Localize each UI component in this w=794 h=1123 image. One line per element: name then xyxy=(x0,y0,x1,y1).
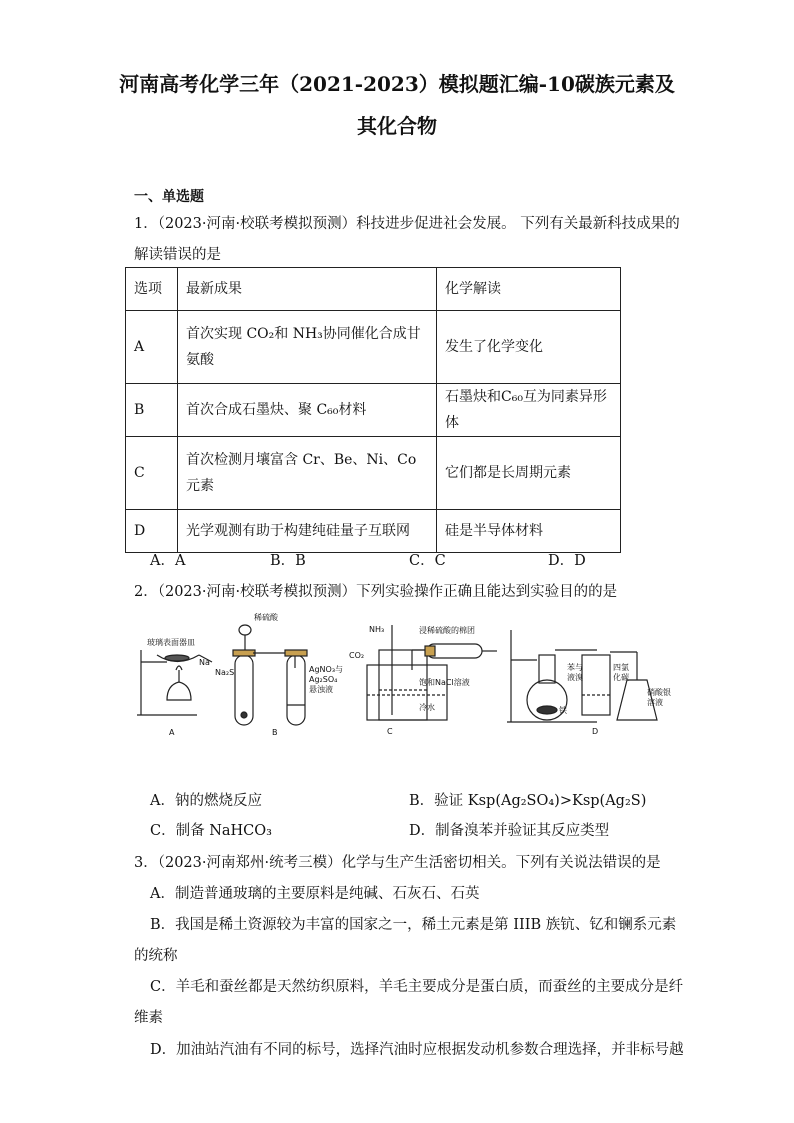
fig-label: 铁 xyxy=(559,706,567,715)
fig-label: 化碳 xyxy=(613,673,629,682)
fig-label: NH₃ xyxy=(369,625,385,634)
fig-label: 玻璃表面器皿 xyxy=(147,638,195,647)
table-cell-result: 光学观测有助于构建纯硅量子互联网 xyxy=(178,510,437,553)
fig-label: 饱和NaCl溶液 xyxy=(419,678,470,687)
q3-line: 维素 xyxy=(134,1010,163,1026)
table-cell-result: 首次合成石墨炔、聚 C₆₀材料 xyxy=(178,384,437,437)
table-cell-result: 首次实现 CO₂和 NH₃协同催化合成甘氨酸 xyxy=(178,311,437,384)
fig-label: 苯与 xyxy=(567,663,583,672)
q2-stem: 2．（2023·河南·校联考模拟预测）下列实验操作正确且能达到实验目的的是 xyxy=(134,584,618,600)
table-cell-note: 发生了化学变化 xyxy=(437,311,621,384)
q1-stem-line2: 解读错误的是 xyxy=(134,247,221,263)
header-cell: 选项 xyxy=(126,268,178,311)
fig-label: Ag₂SO₄ xyxy=(309,675,338,684)
q3-line: B．我国是稀土资源较为丰富的国家之一，稀土元素是第 IIIB 族钪、钇和镧系元素 xyxy=(150,917,677,933)
fig-label: 冷水 xyxy=(419,703,435,712)
fig-label: 溶液 xyxy=(647,698,663,707)
fig-label: AgNO₃与 xyxy=(309,665,344,674)
fig-label: CO₂ xyxy=(349,651,365,660)
q1-option-a[interactable]: A．A xyxy=(150,553,186,569)
fig-tag-a: A xyxy=(169,728,175,737)
q1-table xyxy=(125,267,621,553)
q2-option-a[interactable]: A．钠的燃烧反应 xyxy=(150,793,262,809)
q2-option-b[interactable]: B．验证 Ksp(Ag₂SO₄)>Ksp(Ag₂S) xyxy=(409,793,647,809)
table-cell-result: 首次检测月壤富含 Cr、Be、Ni、Co 元素 xyxy=(178,437,437,510)
q3-line: A．制造普通玻璃的主要原料是纯碱、石灰石、石英 xyxy=(150,886,480,902)
table-cell-option: C xyxy=(126,437,178,510)
fig-label: 悬浊液 xyxy=(309,685,333,694)
q2-option-c[interactable]: C．制备 NaHCO₃ xyxy=(150,823,272,839)
table-cell-option: D xyxy=(126,510,178,553)
q3-line: D．加油站汽油有不同的标号，选择汽油时应根据发动机参数合理选择，并非标号越 xyxy=(150,1042,684,1058)
fig-label: 四氯 xyxy=(613,663,629,672)
table-row xyxy=(126,384,621,437)
fig-label: Na xyxy=(199,658,210,667)
fig-tag-d: D xyxy=(592,727,599,736)
q1-option-b[interactable]: B．B xyxy=(270,553,306,569)
q3-stem: 3．（2023·河南郑州·统考三模）化学与生产生活密切相关。下列有关说法错误的是 xyxy=(134,855,661,871)
q3-line: C．羊毛和蚕丝都是天然纺织原料，羊毛主要成分是蛋白质，而蚕丝的主要成分是纤 xyxy=(150,979,684,995)
q3-line: 的统称 xyxy=(134,948,178,964)
table-row xyxy=(126,311,621,384)
fig-label: 硝酸银 xyxy=(647,688,671,697)
q2-apparatus-figure xyxy=(127,610,677,740)
table-cell-option: A xyxy=(126,311,178,384)
fig-label: Na₂S xyxy=(215,668,235,677)
q1-option-c[interactable]: C．C xyxy=(409,553,446,569)
q1-stem-line1: 1．（2023·河南·校联考模拟预测）科技进步促进社会发展。 下列有关最新科技成果的 xyxy=(134,216,680,232)
fig-label: 稀硫酸 xyxy=(254,613,278,622)
table-row xyxy=(126,510,621,553)
section-heading: 一、单选题 xyxy=(134,189,204,205)
table-row xyxy=(126,437,621,510)
table-header-row xyxy=(126,268,621,311)
fig-label: 浸稀硫酸的棉团 xyxy=(419,626,475,635)
table-cell-note: 石墨炔和C₆₀互为同素异形体 xyxy=(437,384,621,437)
fig-tag-c: C xyxy=(387,727,393,736)
fig-label: 液溴 xyxy=(567,673,583,682)
page-title-line1: 河南高考化学三年（2021-2023）模拟题汇编-10碳族元素及 xyxy=(119,72,675,96)
fig-tag-b: B xyxy=(272,728,278,737)
q1-option-d[interactable]: D．D xyxy=(548,553,586,569)
table-cell-option: B xyxy=(126,384,178,437)
table-cell-note: 它们都是长周期元素 xyxy=(437,437,621,510)
header-cell: 最新成果 xyxy=(178,268,437,311)
page-title-line2: 其化合物 xyxy=(357,114,437,138)
table-cell-note: 硅是半导体材料 xyxy=(437,510,621,553)
q2-option-d[interactable]: D．制备溴苯并验证其反应类型 xyxy=(409,823,610,839)
header-cell: 化学解读 xyxy=(437,268,621,311)
